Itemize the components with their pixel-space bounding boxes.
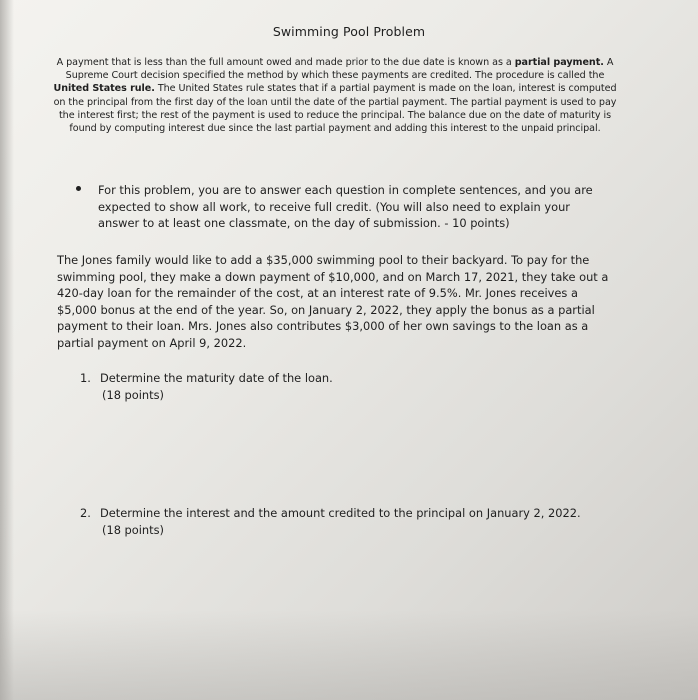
page-shadow-left	[0, 0, 14, 700]
instructions-text: For this problem, you are to answer each question in complete sentences, and you are expected to show all work, to receive full credit. (You will also need to explain your answer to at least one classmate, on the day of submission. - 10 points)	[98, 183, 593, 230]
page-shadow-bottom	[0, 610, 698, 700]
question-1-number: 1.	[80, 371, 91, 385]
question-1-points: (18 points)	[102, 387, 164, 402]
question-2-points: (18 points)	[102, 522, 164, 537]
question-2-text: Determine the interest and the amount credited to the principal on January 2, 2022.	[100, 506, 581, 520]
question-1	[80, 370, 600, 403]
question-1-text: Determine the maturity date of the loan.	[100, 371, 333, 385]
intro-term-partial-payment: partial payment.	[514, 57, 604, 68]
intro-paragraph	[52, 56, 618, 135]
page-title: Swimming Pool Problem	[272, 24, 426, 39]
intro-text-3: The United States rule states that if a partial payment is made on the loan, interest is computed on the principal from the first day of the loan until the date of the partial payment. The partial payment is used to pay the interest first; the rest of the payment is used to reduce the principal. The balance due on the date of maturity is found by computing interest due since the last partial payment and adding this interest to the unpaid principal.	[53, 83, 617, 135]
question-2-number: 2.	[80, 506, 91, 520]
scenario-paragraph: The Jones family would like to add a $35,000 swimming pool to their backyard. To pay for the swimming pool, they make a down payment of $10,000, and on March 17, 2021, they take out a 420-day loan for the remainder of the cost, at an interest rate of 9.5%. Mr. Jones receives a $5,000 bonus at the end of the year. So, on January 2, 2022, they apply the bonus as a partial payment to their loan. Mrs. Jones also contributes $3,000 of her own savings to the loan as a partial payment on April 9, 2022.	[57, 253, 609, 350]
bullet-icon	[76, 186, 81, 191]
intro-term-united-states-rule: United States rule.	[53, 83, 155, 95]
question-2	[80, 505, 600, 538]
intro-text-2: A Supreme Court decision specified the method by which these payments are credited. The procedure is called the	[65, 57, 614, 82]
instructions-bullet	[76, 182, 606, 232]
intro-text-1: A payment that is less than the full amount owed and made prior to the due date is known as a	[56, 57, 515, 68]
